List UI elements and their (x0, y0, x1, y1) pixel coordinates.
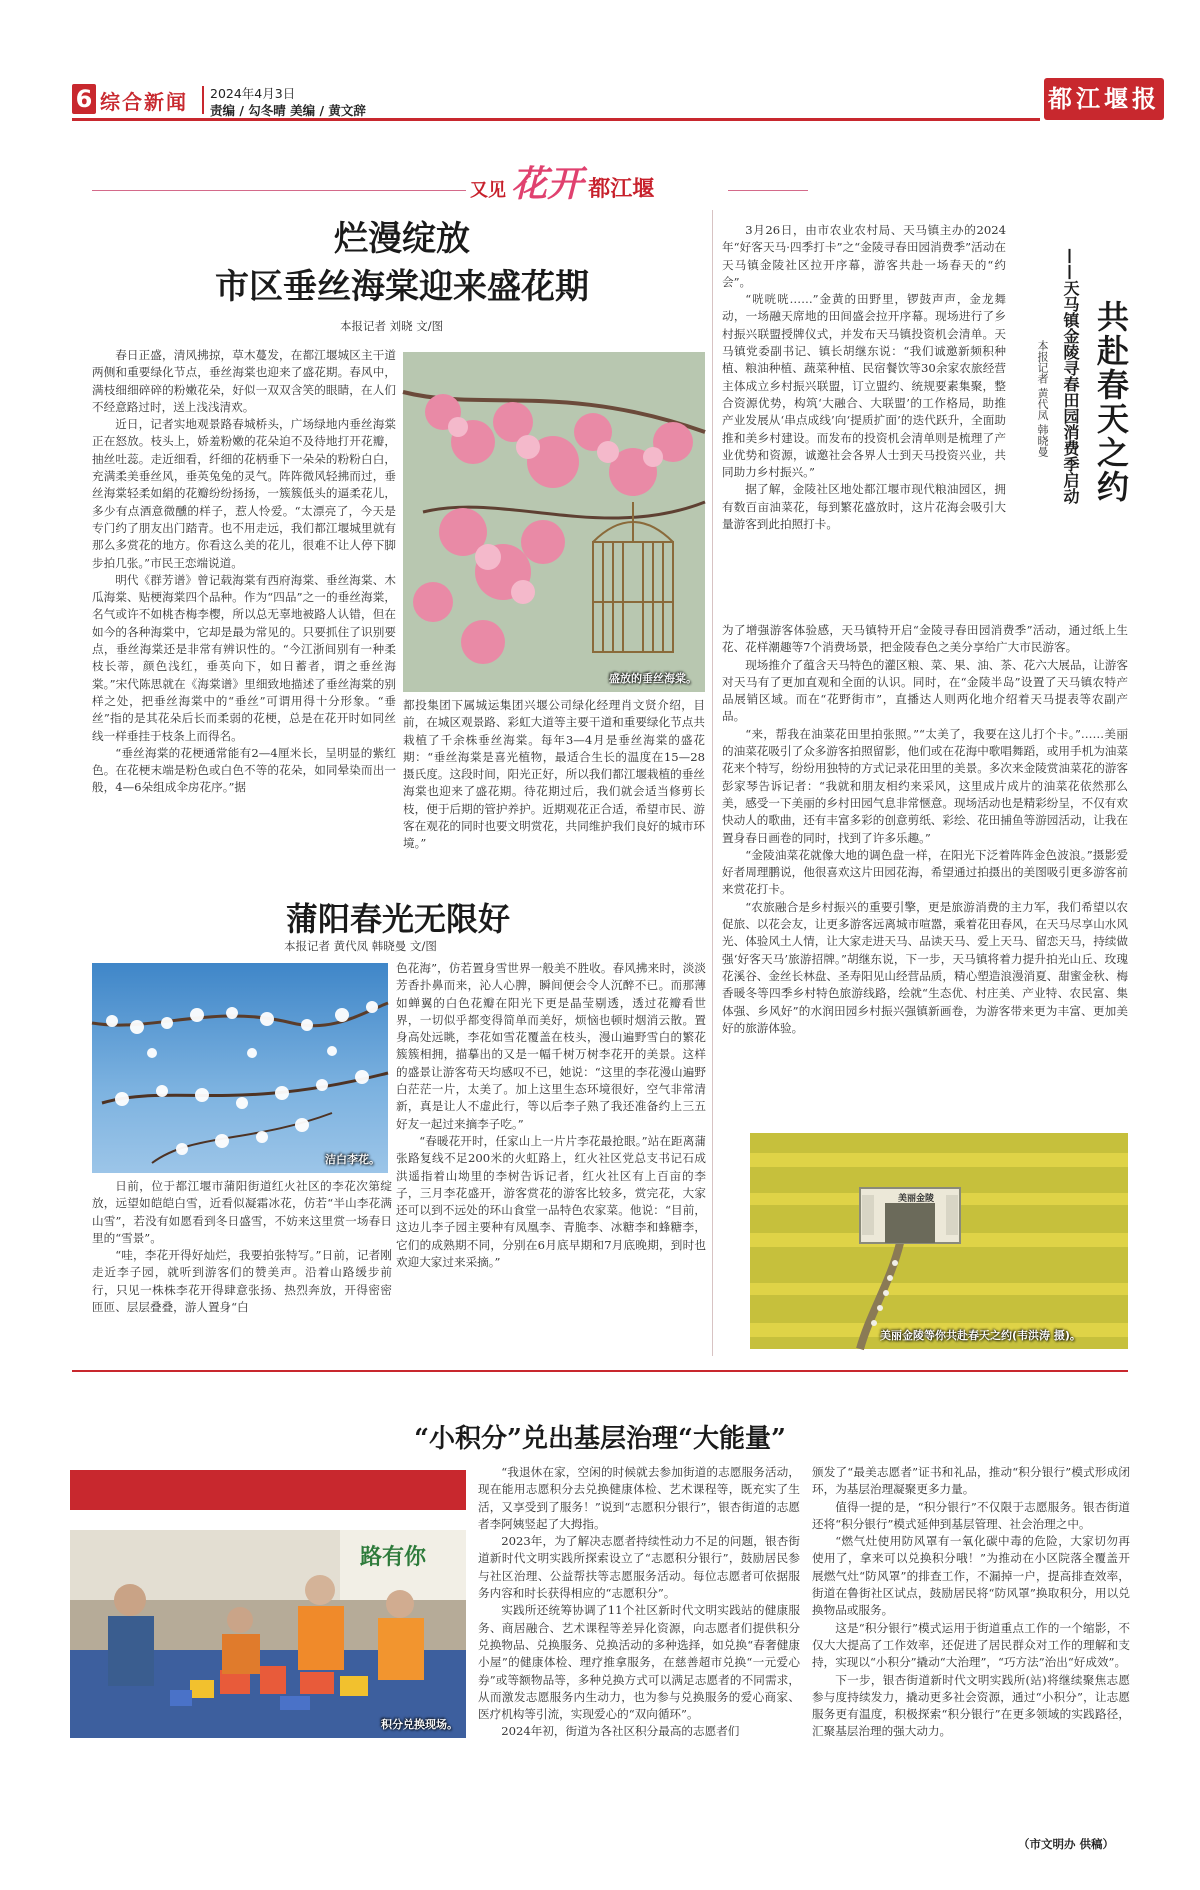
plum-blossom-illustration (92, 963, 388, 1173)
art3-byline: 本报记者 黄代凤 韩晓曼 (1036, 340, 1049, 457)
section-banner (470, 156, 730, 205)
paragraph: 明代《群芳谱》曾记载海棠有西府海棠、垂丝海棠、木瓜海棠、贴梗海棠四个品种。作为“四品”之一的垂丝海棠，名气或许不如桃杏梅李樱，所以总无辜地被路人认错，但在如今的各种海棠中，它却是最为常见的。只要抓住了识别要点，垂丝海棠还是非常有辨识性的。“今江浙间别有一种柔枝长蒂，颜色浅红，垂英向下，如日蓄者，谓之垂丝海棠。”宋代陈思就在《海棠谱》里细致地描述了垂丝海棠的别样之处，把垂丝海棠中的“垂丝”可谓用得十分形象。“垂丝”指的是其花朵后长而柔弱的花梗，总是在花开时如同丝线一样垂挂于枝条上而得名。 (92, 572, 396, 743)
section-separator (72, 1370, 1128, 1372)
paragraph: 为了增强游客体验感，天马镇特开启“金陵寻春田园消费季”活动，通过纸上生花、花样潮趣等7个消费场景，把金陵春色之美分享给广大市民游客。 (722, 623, 1128, 655)
art1-photo-haitang (403, 352, 705, 692)
paragraph: 春日正盛，清风拂掠，草木蔓发，在都江堰城区主干道两侧和重要绿化节点，垂丝海棠也迎来了盛花期。春风中，满枝细细碎碎的粉嫩花朵，好似一双双含笑的眼睛，在人们不经意路过时，送上浅浅清欢。 (92, 348, 396, 414)
art1-photo-caption: 盛放的垂丝海棠。 (609, 672, 697, 685)
column-divider (712, 210, 713, 1356)
art2-photo-caption: 洁白李花。 (325, 1153, 380, 1166)
art4-col2 (812, 1464, 1130, 1836)
art2-byline: 本报记者 黄代凤 韩晓曼 文/图 (284, 939, 437, 953)
paragraph: 值得一提的是，“积分银行”不仅限于志愿服务。银杏街道还将“积分银行”模式延伸到基层管理、社会治理之中。 (812, 1499, 1130, 1531)
art1-title-line2: 市区垂丝海棠迎来盛花期 (215, 267, 589, 307)
paragraph: 现场推介了蕴含天马特色的灌区粮、菜、果、油、茶、花六大展品，让游客对天马有了更加直观和全面的认识。同时，在“金陵半岛”设置了天马镇农特产品展销区域。而在“花野街市”，直播达人则两化地介绍着天马提表等农副产品。 (722, 657, 1128, 724)
page-number-badge (72, 84, 96, 114)
editors: 责编 / 勾冬晴 美编 / 黄文辞 (210, 103, 366, 118)
header-divider (202, 86, 204, 114)
banner-accent: 花开 (511, 163, 584, 205)
paragraph: 2024年初，街道为各社区积分最高的志愿者们 (501, 1724, 740, 1739)
banner-prefix: 又见 (470, 180, 506, 201)
art1-title-line1: 烂漫绽放 (334, 219, 470, 259)
art3-wide-column (722, 622, 1128, 1122)
paragraph: 近日，记者实地观景路春城桥头，广场绿地内垂丝海棠正在怒放。枝头上，娇羞粉嫩的花朵迫不及待地打开花瓣，抽丝吐蕊。走近细看，纤细的花柄垂下一朵朵的粉粉白白，充满柔美垂丝风，垂英兔兔的灵气。阵阵微风轻拂而过，垂丝海棠轻柔如絹的花瓣纷纷扬扬，一簇簇低头的逼柔花儿，多少有点酒意微醺的样子，惹人怜爱。“太漂亮了，今天是专门约了朋友出门踏青。也不用走远，我们都江堰城里就有那么多赏花的地方。你看这么美的花儿，很难不让人停下脚步拍几张。”市民王恋端说道。 (92, 417, 396, 570)
paragraph: 2023年，为了解决志愿者持续性动力不足的问题，银杏街道新时代文明实践所探索设立了“志愿积分银行”，鼓励居民参与社区治理、公益帮扶等志愿服务活动。每位志愿者可依据服务内容和时长获得相应的“志愿积分”。 (478, 1534, 800, 1601)
art1-right-column (403, 697, 705, 887)
paragraph: 都投集团下属城运集团兴堰公司绿化经理肖文贤介绍，目前，在城区观景路、彩虹大道等主要干道和重要绿化节点共栽植了千余株垂丝海棠。每年3—4月是垂丝海棠的盛花期：“垂丝海棠是喜光植物，最适合生长的温度在15—28摄氏度。这段时间，阳光正好，所以我们都江堰栽植的垂丝海棠也迎来了盛花期。待花期过后，我们就会适当修剪长枝，便于后期的管护养护。近期观花正合适，希望市民、游客在观花的同时也要文明赏花，共同维护我们良好的城市环境。” (403, 698, 705, 851)
paragraph: “金陵油菜花就像大地的调色盘一样，在阳光下泛着阵阵金色波浪。”摄影爱好者周理鹏说，他很喜欢这片田园花海，希望通过拍摄出的美图吸引更多游客前来赏花打卡。 (722, 847, 1128, 897)
paragraph: “来，帮我在油菜花田里拍张照。”“太美了，我要在这儿打个卡。”……美丽的油菜花吸引了众多游客拍照留影，他们或在花海中歌唱舞蹈，或用手机为油菜花来个特写，纷纷用独特的方式记录花田里的美景。多次来金陵赏油菜花的游客彭家琴告诉记者：“我就和朋友相约来采风，这里成片成片的油菜花依然那么美，感受一下美丽的乡村田园气息非常惬意。现场活动也是精彩纷呈，不仅有欢快动人的歌曲，还有丰富多彩的创意剪纸、彩绘、花田捕鱼等游园活动，让我在置身春日画卷的同时，找到了许多乐趣。” (722, 726, 1128, 845)
art3-photo-sign: 美丽金陵 (898, 1194, 935, 1204)
banner-left-line (92, 190, 466, 191)
paragraph: “春暖花开时，任家山上一片片李花最抢眼。”站在距离蒲张路复线不足200米的火虹路上，红火社区党总支书记石成洪遥指着山坳里的李树告诉记者，红火社区有上百亩的李子，三月李花盛开，游客赏花的游客比较多，赏完花，大家还可以到不远处的环山食堂一品特色农家菜。他说：“目前，这边儿李子园主要种有凤凰李、青脆李、冰糖李和蜂糖李，它们的成熟期不同，分别在6月底早期和7月底晚期，到时也欢迎大家过来采摘。” (396, 1133, 706, 1270)
art4-photo-sign: 路有你 (360, 1545, 427, 1570)
art4-source: （市文明办 供稿） (1018, 1837, 1115, 1851)
paragraph: 这是“积分银行”模式运用于街道重点工作的一个缩影，不仅大大提高了工作效率，还促进了居民群众对工作的理解和支持，实现以“小积分”撬动“大治理”，“巧方法”治出“好成效”。 (812, 1620, 1130, 1670)
paragraph: 日前，位于都江堰市蒲阳街道红火社区的李花次第绽放，远望如皑皑白雪，近看似凝霜冰花，仿若“半山李花满山雪”，若没有如愿看到冬日盛雪，不妨来这里赏一场春日里的“雪景”。 (92, 1179, 392, 1245)
paragraph: “燃气灶使用防风罩有一氧化碳中毒的危险，大家切勿再使用了，拿来可以兑换积分哦！”为推动在小区院落全覆盖开展燃气灶“防风罩”的排查工作，不漏掉一户，提高排查效率，街道在鲁街社区试点，鼓励居民将“防风罩”换取积分，用以兑换物品或服务。 (812, 1534, 1130, 1618)
section-name: 综合新闻 (100, 90, 188, 114)
page-number: 6 (75, 85, 93, 113)
art4-title: “小积分”兑出基层治理“大能量” (414, 1424, 786, 1454)
paragraph: 颁发了“最美志愿者”证书和礼品，推动“积分银行”模式形成闭环，为基层治理凝聚更多力量。 (812, 1465, 1130, 1497)
art2-right-column (396, 960, 706, 1356)
art4-photo-caption: 积分兑换现场。 (381, 1718, 458, 1731)
banner-suffix: 都江堰 (588, 177, 655, 202)
paragraph: “农旅融合是乡村振兴的重要引擎，更是旅游消费的主力军，我们希望以农促旅、以花会友，让更多游客远离城市喧嚣，乘着花田春风，在天马尽享山水风光、体验风土人情，让大家走进天马、品读天马、爱上天马、留恋天马，持续做强‘好客天马’旅游招牌。”胡继东说，下一步，天马镇将着力提升拍光山丘、玫瑰花溪谷、金丝长林盘、圣寿阳见山经营品质，精心塑造浪漫消夏、甜蜜金秋、梅香暖冬等四季乡村特色旅游线路，绘就“生态优、村庄美、产业特、农民富、集体强、乡风好”的水润田园乡村振兴强镇新画卷，为游客带来更为丰富、更加美好的旅游体验。 (722, 899, 1128, 1035)
art1-left-column (92, 347, 396, 795)
rapeseed-field-illustration (750, 1133, 1128, 1349)
paragraph: 3月26日，由市农业农村局、天马镇主办的2024年“好客天马·四季打卡”之“金陵寻春田园消费季”活动在天马镇金陵社区拉开序幕，游客共赴一场春天的“约会”。 (722, 223, 1006, 289)
paragraph: “咣咣咣……”金黄的田野里，锣鼓声声，金龙舞动，一场融天席地的田间盛会拉开序幕。现场进行了乡村振兴联盟授牌仪式，并发布天马镇投资机会清单。天马镇党委副书记、镇长胡继东说：“我们诚邀新频积种植、粮油种植、蔬菜种植、民宿餐饮等30余家农旅经营主体成立乡村振兴联盟，订立盟约、统规要素集聚，整合资源优势，构筑‘大融合、大联盟’的工作格局，助推产业发展从‘串点成线’向‘提质扩面’的迭代跃升，全面助推和美乡村建设。而发布的投资机会清单则是梳理了产业优势和资源，诚邀社会各界人士到天马投资兴业，共同助力乡村振兴。” (722, 292, 1006, 480)
art3-photo-caption: 美丽金陵等你共赴春天之约(韦洪涛 摄)。 (880, 1329, 1081, 1342)
banner-right-line (728, 190, 808, 191)
paragraph: 据了解，金陵社区地处都江堰市现代粮油园区，拥有数百亩油菜花，每到繁花盛放时，这片花海会吸引大量游客到此拍照打卡。 (722, 482, 1006, 532)
paragraph: “垂丝海棠的花梗通常能有2—4厘米长，呈明显的紫红色。在花梗末端是粉色或白色不等的花朵，如同晕染而出一般，4—6朵组成伞房花序。”据 (92, 745, 396, 795)
blossom-illustration (403, 352, 705, 692)
paragraph: “哇，李花开得好灿烂，我要拍张特写。”日前，记者刚走近李子园，就听到游客们的赞美声。沿着山路缓步前行，只见一株株李花开得肆意张扬、热烈奔放，开得密密匝匝、层层叠叠，游人置身“白 (92, 1248, 392, 1315)
issue-date: 2024年4月3日 (210, 86, 296, 101)
header-rule (72, 118, 1040, 121)
paragraph: 色花海”，仿若置身雪世界一般美不胜收。春风拂来时，淡淡芳香扑鼻而来，沁人心脾，瞬间便会令人沉醉不已。而那薄如蝉翼的白色花瓣在阳光下更是晶莹剔透，透过花瓣看世界，一切似乎都变得简单而美好，烦恼也顿时烟消云散。置身高处远眺，李花如雪花覆盖在枝头，漫山遍野雪白的繁花簇簇相拥，描摹出的又是一幅千树万树李花开的美景。这样的盛景让游客苟天均感叹不已，她说：“这里的李花漫山遍野白茫茫一片，太美了。加上这里生态环境很好，空气非常清新，真是让人不虚此行，等以后李子熟了我还准备约上三五好友一起过来摘李子吃。” (396, 961, 706, 1131)
paper-name: 都江堰报 (1048, 84, 1160, 113)
art3-subtitle: ——天马镇金陵寻春田园消费季启动 (1061, 248, 1080, 504)
art2-title: 蒲阳春光无限好 (285, 900, 510, 938)
art4-tag (70, 1470, 466, 1510)
art1-headline (92, 216, 712, 312)
paper-logo (1044, 78, 1164, 120)
header (0, 0, 1200, 120)
art2-left-column (92, 1178, 392, 1353)
art4-col1 (478, 1464, 800, 1856)
art4-photo-exchange (70, 1530, 466, 1738)
art1-byline: 本报记者 刘晓 文/图 (340, 319, 444, 333)
paragraph: 下一步，银杏街道新时代文明实践所(站)将继续聚焦志愿参与度持续发力，撬动更多社会资源，通过“小积分”，让志愿服务更有温度，积极探索“积分银行”在更多领域的实践路径，汇聚基层治理的强大动力。 (812, 1672, 1130, 1739)
art3-title: 共赴春天之约 (1092, 300, 1130, 504)
art3-photo-rapeseed (750, 1133, 1128, 1349)
paragraph: “我退休在家，空闲的时候就去参加街道的志愿服务活动，现在能用志愿积分去兑换健康体检、艺术课程等，既充实了生活，又享受到了服务！”说到“志愿积分银行”，银杏街道的志愿者李阿姨竖起了大拇指。 (478, 1465, 800, 1531)
art3-top-column (722, 222, 1006, 620)
art2-photo-lihua (92, 963, 388, 1173)
paragraph: 实践所还统筹协调了11个社区新时代文明实践站的健康服务、商居融合、艺术课程等差异化资源，向志愿者们提供积分兑换物品、兑换服务、兑换活动的多种选择，如兑换“春奢健康小屋”的健康体检、理疗推拿服务，在慈善超市兑换“一元爱心券”或等额物品等，多种兑换方式可以满足志愿者的不同需求，从而激发志愿服务内生动力，也为参与兑换服务的爱心商家、医疗机构等引流，实现爱心的“双向循环”。 (478, 1603, 800, 1722)
